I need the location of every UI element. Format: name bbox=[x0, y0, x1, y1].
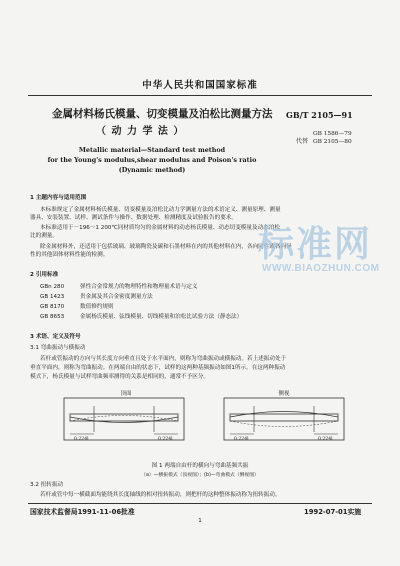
reference-title: 贵金属及其合金密度测量方法 bbox=[80, 294, 153, 300]
section-1-heading: 1 主题内容与适用范围 bbox=[30, 195, 87, 201]
watermark-url: WWW.BIAOZHUN.COM bbox=[262, 263, 380, 274]
section-3-paragraph: 模式下，杨氏模量与试样弯曲频率测得的关系是相同的，通常不予区分。 bbox=[30, 374, 210, 380]
figure-1-caption: 图 1 两端自由杆的横向与弯曲基频共振 bbox=[151, 463, 249, 469]
node-position-label: 0.224l bbox=[234, 437, 249, 442]
header-rule bbox=[28, 95, 372, 96]
title-en-line-2: for the Young's modulus,shear modulus and Poison's ratio bbox=[47, 156, 257, 164]
figure-1-subcaption: （a）—横振模式（顶视图）；(b)—弯曲模式（侧视图） bbox=[141, 473, 259, 478]
section-1-paragraph: 器具、安装装置、试样、测试条件与操作、数据处理、检测精度及试验报告的要求。 bbox=[30, 215, 237, 221]
figure-label-side-view: 侧视 bbox=[278, 391, 290, 397]
footer-rule bbox=[28, 503, 372, 504]
reference-title: 金属杨氏模量、弦线模量、切线模量和泊松比试验方法（静态法） bbox=[80, 314, 243, 320]
page-number: 1 bbox=[198, 518, 202, 524]
replaces-label: 代替 bbox=[296, 138, 309, 145]
standard-number: GB/T 2105—91 bbox=[286, 110, 353, 120]
section-3-paragraph: 若杆或管中每一横截面均能绕其长度轴线的相对扭转振动，则把杆的这种整体振动称为扭转振动。 bbox=[40, 492, 281, 498]
title-cn-main: 金属材料杨氏模量、切变模量及泊松比测量方法 bbox=[52, 108, 273, 120]
figure-panel-top-view bbox=[64, 398, 184, 440]
replaces-standard-2: GB 2105—80 bbox=[313, 139, 352, 145]
figure-panel-side-view bbox=[224, 398, 344, 440]
mode-shape-curve bbox=[230, 421, 338, 427]
reference-code: GBn 280 bbox=[40, 284, 65, 290]
title-cn-sub: （ 动 力 学 法 ） bbox=[96, 126, 185, 137]
title-en-line-3: (Dynamic method) bbox=[118, 166, 186, 174]
reference-code: GB 8653 bbox=[40, 314, 65, 320]
specimen-bar bbox=[230, 414, 338, 421]
title-en-line-1: Metallic material—Standard test method bbox=[78, 146, 226, 154]
node-position-label: 0.224l bbox=[158, 437, 173, 442]
watermark-brand: 标准网 bbox=[258, 223, 373, 264]
section-1-paragraph: 本标准适用于－196～1 200℃同材质均匀的金属材料的动态杨氏模量、动态切变模量及动态泊松 bbox=[40, 225, 280, 231]
figure-1-vibration-modes bbox=[60, 384, 350, 454]
section-1-paragraph: 比的测量。 bbox=[30, 233, 58, 239]
section-2-heading: 2 引用标准 bbox=[30, 272, 59, 278]
section-1-paragraph: 本标准规定了金属材料杨氏模量、切变模量及泊松比动力学测量方法的术语定义、测量原理、测量 bbox=[40, 207, 281, 213]
replaces-standard-1: GB 1586—79 bbox=[313, 131, 352, 137]
reference-title: 弹性合金常规力的物理特性和物理量术语与定义 bbox=[80, 284, 198, 290]
section-1-paragraph: 除金属材料外，还适用于包括玻璃、玻璃陶瓷及碳和石墨材料在内的其他材料在内，各向同性或各向异 bbox=[40, 244, 292, 250]
node-position-label: 0.224l bbox=[318, 437, 333, 442]
reference-code: GB 8170 bbox=[40, 304, 65, 310]
node-position-label: 0.224l bbox=[74, 437, 89, 442]
effective-date: 1992-07-01实施 bbox=[304, 508, 362, 516]
section-3-heading: 3 术语、定义及符号 bbox=[30, 334, 81, 340]
section-3-paragraph: 若杆或管振动的方向与其长度方向垂直且处于水平面内，则称为弯曲振动或横振动。若上述振动处于 bbox=[40, 356, 287, 362]
section-1-paragraph: 性的其他固体材料性能的检测。 bbox=[30, 252, 109, 258]
national-standard-header: 中华人民共和国国家标准 bbox=[142, 80, 258, 91]
reference-title: 数值修约规则 bbox=[80, 304, 114, 310]
subsection-3-2-heading: 3.2 扭转振动 bbox=[30, 482, 64, 488]
subsection-3-1-heading: 3.1 弯曲振动与横振动 bbox=[30, 345, 86, 351]
section-3-paragraph: 垂直平面内，则称为弯曲振动。在两端自由的状态下，试样的这两种基频振动如图1所示。在这两种振动 bbox=[30, 365, 286, 371]
figure-label-top-view: 顶面 bbox=[120, 391, 132, 397]
approval-date: 国家技术监督局1991-11-06批准 bbox=[30, 508, 135, 516]
reference-code: GB 1423 bbox=[40, 294, 65, 300]
